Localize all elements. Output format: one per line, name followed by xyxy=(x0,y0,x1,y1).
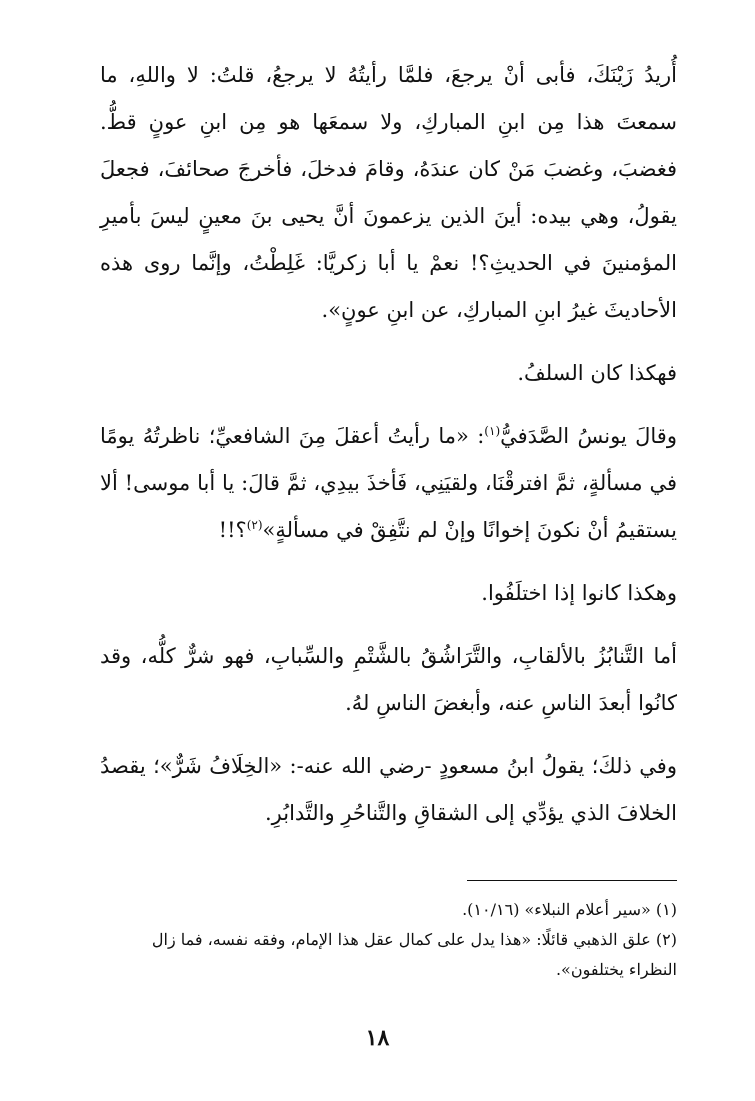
footnote-1: (١) «سير أعلام النبلاء» (١٠/١٦). xyxy=(462,900,677,919)
yunus-intro: وقالَ يونسُ الصَّدَفيُّ xyxy=(500,424,677,448)
page-number: ١٨ xyxy=(365,1025,390,1051)
body-paragraph-3 xyxy=(100,413,677,554)
body-paragraph-4: وهكذا كانوا إذا اختلَفُوا. xyxy=(481,581,677,605)
footnote-2: (٢) علق الذهبي قائلًا: «هذا يدل على كمال عقل هذا الإمام، وفقه نفسه، فما زال النظراء يختلفون». xyxy=(151,930,677,979)
yunus-quote-end: ؟!! xyxy=(218,518,247,542)
yunus-quote-text: : «ما رأيتُ أعقلَ مِنَ الشافعيِّ؛ ناظرتُهُ يومًا في مسألةٍ، ثمَّ افترقْنَا، ولقيَنِي، فَأخذَ بيدِي، ثمَّ قالَ: يا أبا موسى! ألا يستقيمُ أنْ نكونَ إخوانًا وإنْ لم نتَّفِقْ في مسألةٍ» xyxy=(100,424,677,542)
body-paragraph-2: فهكذا كان السلفُ. xyxy=(517,361,677,385)
footnote-marker-2[interactable]: (٢) xyxy=(246,518,263,532)
body-paragraph-5: أما التَّنابُزُ بالألقابِ، والتَّرَاشُقُ بالشَّتْمِ والسِّبابِ، فهو شرٌّ كلُّه، وقد كانُوا أبعدَ الناسِ عنه، وأبغضَ الناسِ لهُ. xyxy=(100,644,677,715)
body-paragraph-1: أُريدُ زَيْنَكَ، فأبى أنْ يرجعَ، فلمَّا رأيتُهُ لا يرجعُ، قلتُ: لا واللهِ، ما سمعتَ هذا مِن ابنِ المباركِ، ولا سمعَها هو مِن ابنِ عونٍ قطُّ. فغضبَ، وغضبَ مَنْ كان عندَهُ، وقامَ فدخلَ، فأخرجَ صحائفَ، فجعلَ يقولُ، وهي بيده: أينَ الذين يزعمونَ أنَّ يحيى بنَ معينٍ ليسَ بأميرِ المؤمنينَ في الحديثِ؟! نعمْ يا أبا زكريَّا: غَلِطْتُ، وإنَّما روى هذه الأحاديثَ غيرُ ابنِ المباركِ، عن ابنِ عونٍ». xyxy=(100,63,677,322)
footnote-marker-1[interactable]: (١) xyxy=(484,424,501,438)
footnote-divider xyxy=(467,880,677,881)
footnotes-section xyxy=(100,895,677,985)
body-paragraph-6: وفي ذلكَ؛ يقولُ ابنُ مسعودٍ -رضي الله عنه-: «الخِلَافُ شَرٌّ»؛ يقصدُ الخلافَ الذي يؤدِّي إلى الشقاقِ والتَّناحُرِ والتَّدابُرِ. xyxy=(100,754,677,825)
